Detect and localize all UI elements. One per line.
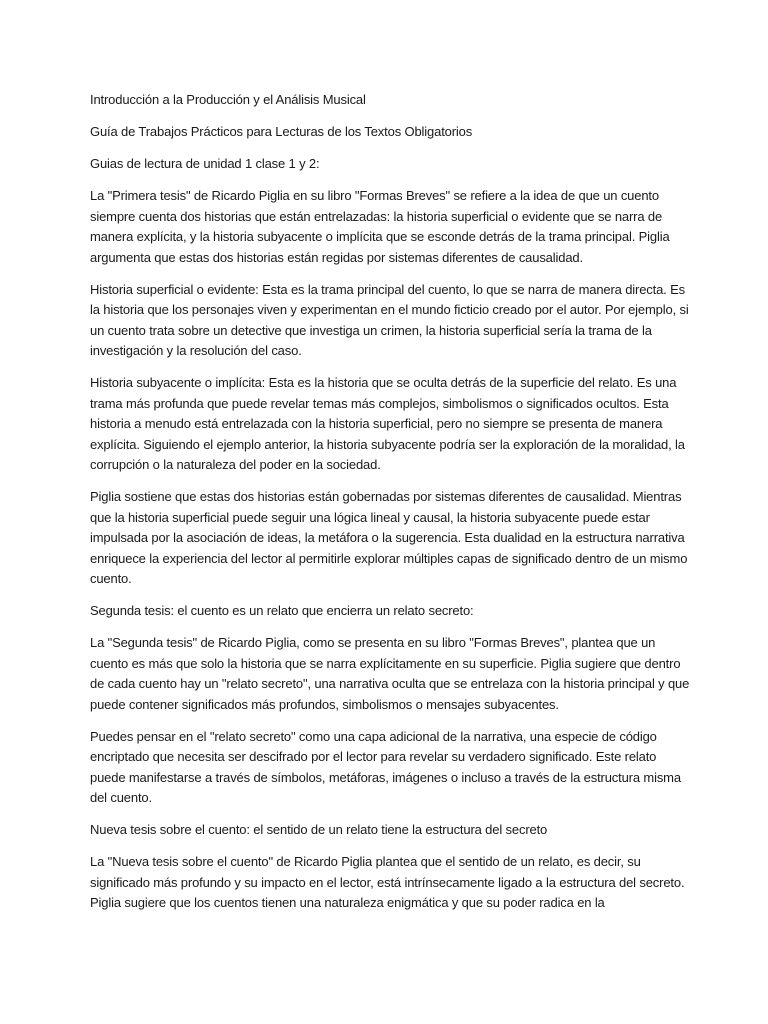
section-heading: Segunda tesis: el cuento es un relato que encierra un relato secreto: — [90, 603, 474, 618]
document-body — [90, 90, 690, 925]
document-title: Introducción a la Producción y el Análisis Musical — [90, 92, 366, 107]
section-heading: Guias de lectura de unidad 1 clase 1 y 2: — [90, 156, 320, 171]
document-subtitle: Guía de Trabajos Prácticos para Lecturas de los Textos Obligatorios — [90, 124, 473, 139]
paragraph: Puedes pensar en el "relato secreto" como una capa adicional de la narrativa, una especie de código encriptado que necesita ser descifrado por el lector para revelar su verdadero significado. Este relato puede manifestarse a través de símbolos, metáforas, imágenes o incluso a través de la estructura misma del cuento. — [90, 728, 681, 805]
section-heading: Nueva tesis sobre el cuento: el sentido de un relato tiene la estructura del secreto — [90, 822, 548, 837]
paragraph: Historia superficial o evidente: Esta es la trama principal del cuento, lo que se narra de manera directa. Es la historia que los personajes viven y experimentan en el mundo ficticio creado por el autor. Por ejemplo, si un cuento trata sobre un detective que investiga un crimen, la historia superficial sería la trama de la investigación y la resolución del caso. — [90, 281, 689, 358]
paragraph: La "Segunda tesis" de Ricardo Piglia, como se presenta en su libro "Formas Breves", plantea que un cuento es más que solo la historia que se narra explícitamente en su superficie. Piglia sugiere que dentro de cada cuento hay un "relato secreto", una narrativa oculta que se entrelaza con la historia principal y que puede contener significados más profundos, simbolismos o mensajes subyacentes. — [90, 635, 690, 712]
paragraph: Piglia sostiene que estas dos historias están gobernadas por sistemas diferentes de causalidad. Mientras que la historia superficial puede seguir una lógica lineal y causal, la historia subyacente puede estar impulsada por la asociación de ideas, la metáfora o la sugerencia. Esta dualidad en la estructura narrativa enriquece la experiencia del lector al permitirle explorar múltiples capas de significado dentro de un mismo cuento. — [90, 489, 688, 586]
paragraph: La "Primera tesis" de Ricardo Piglia en su libro "Formas Breves" se refiere a la idea de que un cuento siempre cuenta dos historias que están entrelazadas: la historia superficial o evidente que se narra de manera explícita, y la historia subyacente o implícita que se esconde detrás de la trama principal. Piglia argumenta que estas dos historias están regidas por sistemas diferentes de causalidad. — [90, 188, 670, 265]
paragraph: Historia subyacente o implícita: Esta es la historia que se oculta detrás de la superficie del relato. Es una trama más profunda que puede revelar temas más complejos, simbolismos o significados ocultos. Esta historia a menudo está entrelazada con la historia superficial, pero no siempre se presenta de manera explícita. Siguiendo el ejemplo anterior, la historia subyacente podría ser la exploración de la moralidad, la corrupción o la naturaleza del poder en la sociedad. — [90, 375, 685, 472]
paragraph: La "Nueva tesis sobre el cuento" de Ricardo Piglia plantea que el sentido de un relato, es decir, su significado más profundo y su impacto en el lector, está intrínsecamente ligado a la estructura del secreto. Piglia sugiere que los cuentos tienen una naturaleza enigmática y que su poder radica en la — [90, 854, 685, 910]
